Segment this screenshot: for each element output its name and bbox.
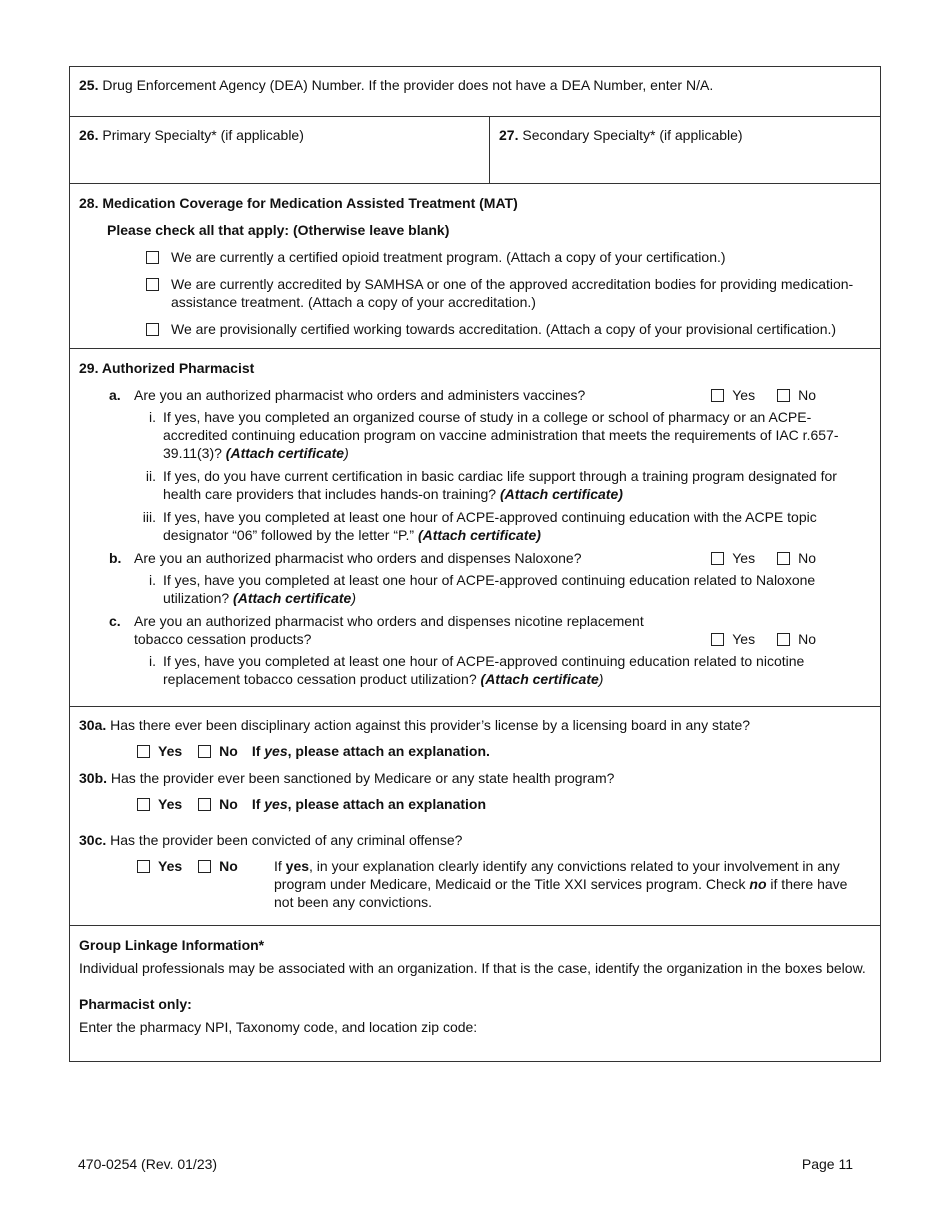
q29b-yes-checkbox[interactable] <box>711 552 724 565</box>
q29a-yes-checkbox[interactable] <box>711 389 724 402</box>
q30b-question: 30b. Has the provider ever been sanctioned by Medicare or any state health program? <box>79 770 615 786</box>
q30c-no-checkbox[interactable] <box>198 860 211 873</box>
q29-cell <box>70 349 881 707</box>
form-table <box>69 66 881 1062</box>
pharmacist-only-text: Enter the pharmacy NPI, Taxonomy code, and location zip code: <box>79 1019 478 1035</box>
q30-cell <box>70 707 881 926</box>
q29c-no-checkbox[interactable] <box>777 633 790 646</box>
q29b-question: Are you an authorized pharmacist who orders and dispenses Naloxone? <box>134 550 582 566</box>
q29a-yes-no: Yes No <box>711 386 816 404</box>
q28-option-3: We are provisionally certified working towards accreditation. (Attach a copy of your provisional certification.) <box>79 320 871 338</box>
q29a-iii: iii. If yes, have you completed at least one hour of ACPE-approved continuing education with the ACPE topic designator “06” followed by the letter “P.” (Attach certificate) <box>142 509 817 543</box>
q29c: c. Are you an authorized pharmacist who orders and dispenses nicotine replacement tobacco cessation products? Yes No <box>109 613 816 647</box>
q30a-options: Yes No If yes, please attach an explanation. <box>79 742 871 762</box>
q29a-no-checkbox[interactable] <box>777 389 790 402</box>
q25-cell[interactable] <box>70 67 881 117</box>
q30b-options: Yes No If yes, please attach an explanation <box>79 795 871 815</box>
q28-instruction: Please check all that apply: (Otherwise leave blank) <box>107 222 450 238</box>
q30a-question: 30a. Has there ever been disciplinary action against this provider’s license by a licensing board in any state? <box>79 717 751 733</box>
q30a-no-checkbox[interactable] <box>198 745 211 758</box>
q27-number: 27. <box>499 127 519 143</box>
q26-label: Primary Specialty* (if applicable) <box>102 127 304 143</box>
q29a-question: Are you an authorized pharmacist who orders and administers vaccines? <box>134 387 586 403</box>
q25-number: 25. <box>79 77 99 93</box>
group-linkage-cell <box>70 926 881 1062</box>
q30a-note: If yes, please attach an explanation. <box>251 743 490 759</box>
q30c-options: Yes No If yes, in your explanation clearly identify any convictions related to your involvement in any program under Medicare, Medicaid or the Title XXI services program. Check no if there have not been any convictions. <box>79 857 871 911</box>
q26-number: 26. <box>79 127 99 143</box>
pharmacist-only-title: Pharmacist only: <box>79 996 192 1012</box>
q30c-question: 30c. Has the provider been convicted of any criminal offense? <box>79 832 463 848</box>
form-page <box>69 66 880 1062</box>
q30b-note: If yes, please attach an explanation <box>251 796 487 812</box>
q29c-i: i. If yes, have you completed at least one hour of ACPE-approved continuing education related to nicotine replacement tobacco cessation product utilization? (Attach certificate) <box>149 653 805 687</box>
q28-title: 28. Medication Coverage for Medication Assisted Treatment (MAT) <box>79 195 518 211</box>
q30b-yes-checkbox[interactable] <box>137 798 150 811</box>
q25-label: Drug Enforcement Agency (DEA) Number. If the provider does not have a DEA Number, enter N/A. <box>102 77 714 93</box>
q28-option-1: We are currently a certified opioid treatment program. (Attach a copy of your certification.) <box>79 248 871 266</box>
group-linkage-title: Group Linkage Information* <box>79 937 265 953</box>
q29c-question-line1: Are you an authorized pharmacist who orders and dispenses nicotine replacement <box>134 613 644 629</box>
form-id: 470-0254 (Rev. 01/23) <box>78 1156 218 1172</box>
q27-cell[interactable] <box>490 117 881 184</box>
q28-checkbox-3[interactable] <box>146 323 159 336</box>
q28-checkbox-1[interactable] <box>146 251 159 264</box>
q29a: a. Are you an authorized pharmacist who orders and administers vaccines? Yes No <box>109 387 816 403</box>
q29-title: 29. Authorized Pharmacist <box>79 360 255 376</box>
q29c-yes-no: Yes No <box>711 630 816 648</box>
q30a-yes-checkbox[interactable] <box>137 745 150 758</box>
q29b-yes-no: Yes No <box>711 549 816 567</box>
q28-option-2: We are currently accredited by SAMHSA or one of the approved accreditation bodies for providing medication-assistance treatment. (Attach a copy of your accreditation.) <box>79 275 871 311</box>
q29b: b. Are you an authorized pharmacist who orders and dispenses Naloxone? Yes No <box>109 550 816 566</box>
q29c-question-line2: tobacco cessation products? <box>134 631 312 647</box>
q29b-no-checkbox[interactable] <box>777 552 790 565</box>
q29a-ii: ii. If yes, do you have current certification in basic cardiac life support through a training program designated for health care providers that includes hands-on training? (Attach certificate) <box>145 468 837 502</box>
q29c-yes-checkbox[interactable] <box>711 633 724 646</box>
q26-cell[interactable] <box>70 117 490 184</box>
q29a-i: i. If yes, have you completed an organized course of study in a college or school of pharmacy or an ACPE-accredited continuing education program on vaccine administration that meets the requirements of IAC r.657-39.11(3)? (Attach certificate) <box>149 409 839 461</box>
page-number: Page 11 <box>801 1156 853 1172</box>
q28-cell <box>70 184 881 349</box>
q27-label: Secondary Specialty* (if applicable) <box>522 127 743 143</box>
q30c-yes-checkbox[interactable] <box>137 860 150 873</box>
q30c-note: If yes, in your explanation clearly identify any convictions related to your involvement in any program under Medicare, Medicaid or the Title XXI services program. Check no if there have not been any convictions. <box>274 858 848 910</box>
q28-checkbox-2[interactable] <box>146 278 159 291</box>
group-linkage-text: Individual professionals may be associated with an organization. If that is the case, identify the organization in the boxes below. <box>79 960 866 976</box>
q29b-i: i. If yes, have you completed at least one hour of ACPE-approved continuing education related to Naloxone utilization? (Attach certificate) <box>149 572 816 606</box>
q30b-no-checkbox[interactable] <box>198 798 211 811</box>
